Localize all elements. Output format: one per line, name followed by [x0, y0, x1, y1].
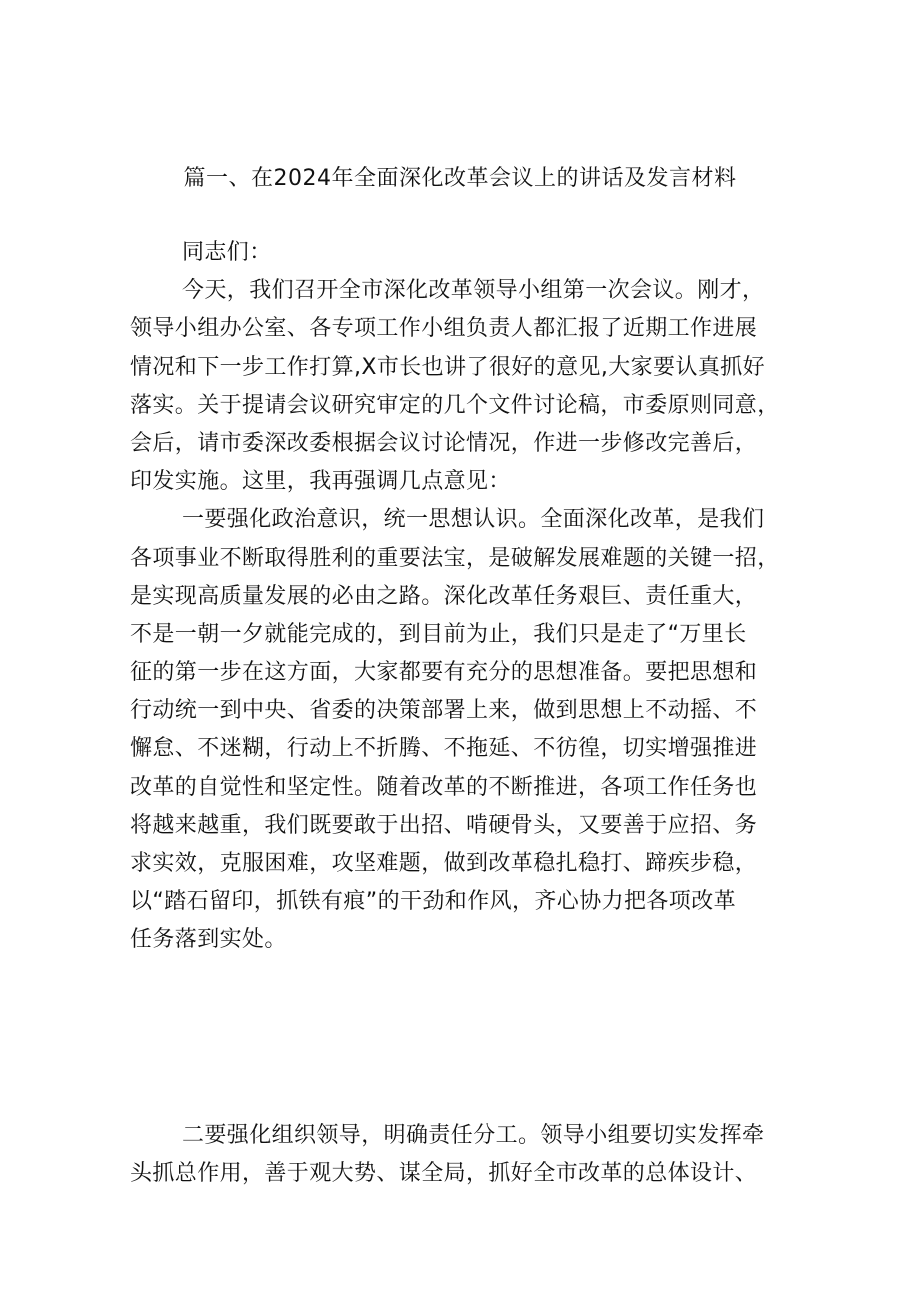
paragraph-2-line: 将越来越重，我们既要敢于出招、啃硬骨头，又要善于应招、务 [130, 812, 758, 838]
paragraph-1-line: 情况和下一步工作打算,X市长也讲了很好的意见,大家要认真抓好 [130, 354, 766, 380]
paragraph-2-line: 不是一朝一夕就能完成的，到目前为止，我们只是走了“万里长 [130, 621, 747, 647]
paragraph-1-line: 领导小组办公室、各专项工作小组负责人都汇报了近期工作进展 [130, 316, 758, 342]
paragraph-2-line: 以“踏石留印，抓铁有痕”的干劲和作风，齐心协力把各项改革 [130, 889, 736, 915]
paragraph-2-line: 求实效，克服困难，攻坚难题，做到改革稳扎稳打、蹄疾步稳， [130, 851, 758, 876]
paragraph-1-line: 会后，请市委深改委根据会议讨论情况，作进一步修改完善后， [130, 430, 758, 456]
paragraph-3-line: 头抓总作用，善于观大势、谋全局，抓好全市改革的总体设计、 [130, 1161, 758, 1187]
document-title: 篇一、在2024年全面深化改革会议上的讲话及发言材料 [183, 166, 737, 191]
speech-body [130, 234, 794, 960]
paragraph-1-line: 落实。关于提请会议研究审定的几个文件讨论稿，市委原则同意， [130, 392, 780, 418]
paragraph-2-line: 改革的自觉性和坚定性。随着改革的不断推进，各项工作任务也 [130, 774, 758, 800]
paragraph-2-line: 任务落到实处。 [130, 927, 287, 953]
paragraph-2-line: 各项事业不断取得胜利的重要法宝，是破解发展难题的关键一招， [130, 545, 780, 571]
paragraph-3-line: 二要强化组织领导，明确责任分工。领导小组要切实发挥牵 [182, 1123, 765, 1148]
speech-body-continued [130, 1117, 794, 1193]
paragraph-2-line: 是实现高质量发展的必由之路。深化改革任务艰巨、责任重大， [130, 583, 758, 609]
salutation: 同志们： [182, 240, 272, 265]
paragraph-1-line: 今天，我们召开全市深化改革领导小组第一次会议。刚才， [182, 278, 765, 304]
paragraph-2-line: 一要强化政治意识，统一思想认识。全面深化改革，是我们 [182, 507, 765, 533]
paragraph-2-line: 懈怠、不迷糊，行动上不折腾、不拖延、不彷徨，切实增强推进 [130, 736, 758, 762]
paragraph-2-line: 征的第一步在这方面，大家都要有充分的思想准备。要把思想和 [130, 660, 758, 686]
paragraph-2-line: 行动统一到中央、省委的决策部署上来，做到思想上不动摇、不 [130, 698, 758, 724]
paragraph-1-line: 印发实施。这里，我再强调几点意见： [130, 469, 511, 495]
